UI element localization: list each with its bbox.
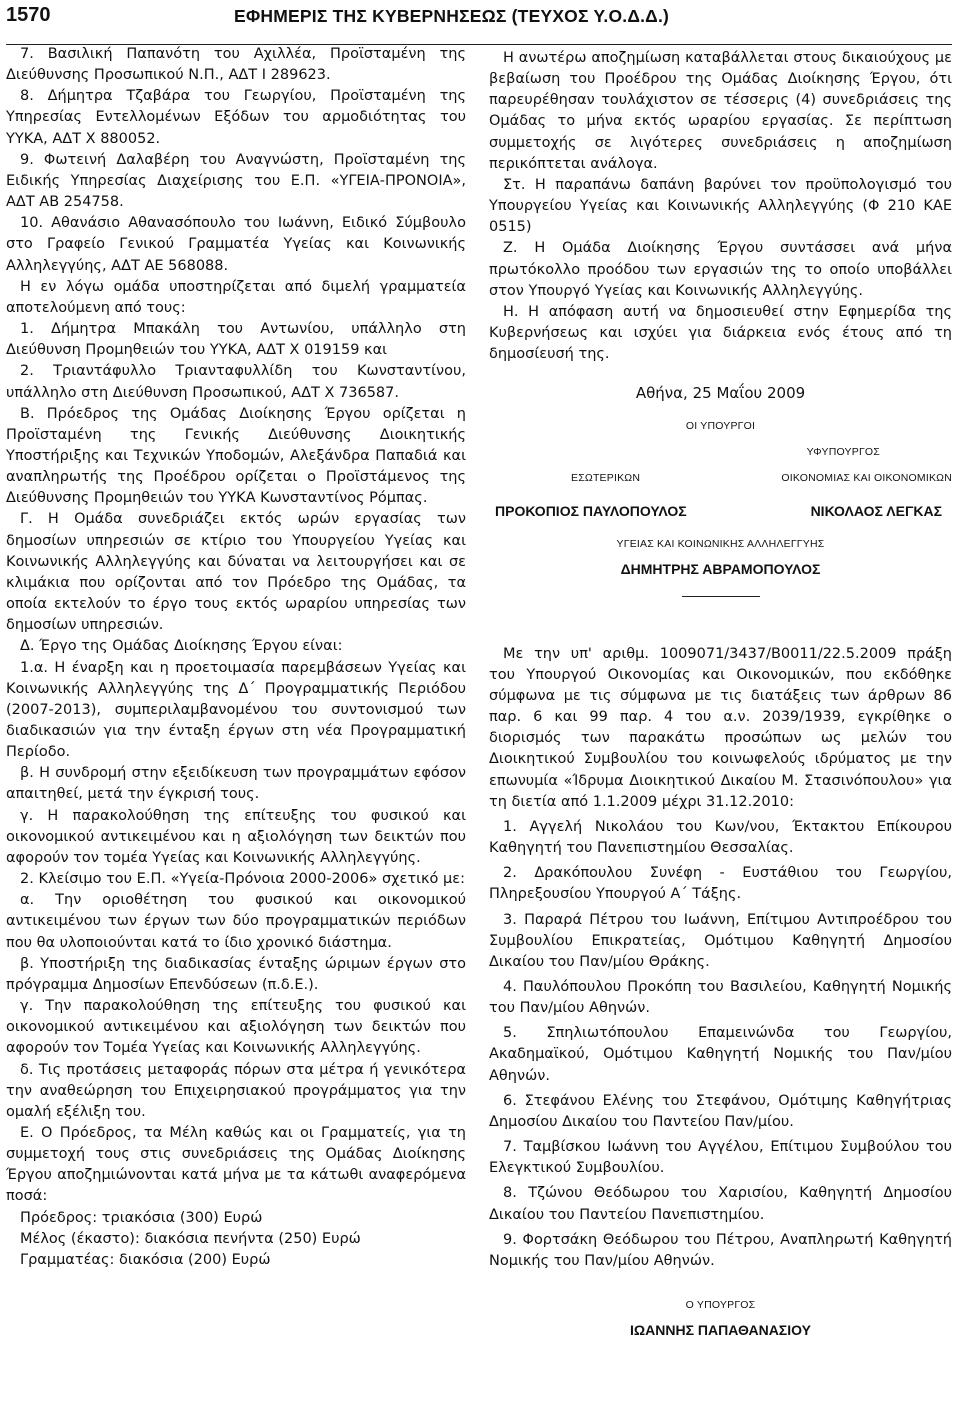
economy-ministry: ΟΙΚΟΝΟΜΙΑΣ ΚΑΙ ΟΙΚΟΝΟΜΙΚΩΝ: [781, 471, 952, 484]
gazette-title: ΕΦΗΜΕΡΙΣ ΤΗΣ ΚΥΒΕΡΝΗΣΕΩΣ (ΤΕΥΧΟΣ Υ.Ο.Δ.Δ.): [234, 6, 670, 26]
left-column: [6, 44, 466, 1271]
page-header: [6, 0, 952, 45]
member-item: 3. Παραρά Πέτρου του Ιωάννη, Επίτιμου Αντιπροέδρου του Συμβουλίου Επικρατείας, Ομότιμου Καθηγητή Δημοσίου Δικαίου του Παν/μίου Θράκης.: [489, 911, 952, 970]
page-number: 1570: [6, 4, 51, 26]
separator-rule: [682, 596, 760, 597]
paragraph: β. Η συνδρομή στην εξειδίκευση των προγραμμάτων εφόσον απαιτηθεί, μετά την έγκρισή τους.: [6, 765, 466, 803]
place-date: Αθήνα, 25 Μαΐου 2009: [635, 384, 806, 403]
minister-name: ΙΩΑΝΝΗΣ ΠΑΠΑΘΑΝΑΣΙΟΥ: [630, 1322, 811, 1339]
paragraph: γ. Την παρακολούθηση της επίτευξης του φυσικού και οικονομικού αντικειμένου και αξιολόγηση των δεικτών που αφορούν τον Τομέα Υγείας και Κοινωνικής Αλληλεγγύης.: [6, 998, 466, 1057]
health-ministry: ΥΓΕΙΑΣ ΚΑΙ ΚΟΙΝΩΝΙΚΗΣ ΑΛΛΗΛΕΓΓΥΗΣ: [616, 537, 825, 550]
member-item: 8. Τζώνου Θεόδωρου του Χαρισίου, Καθηγητή Δημοσίου Δικαίου του Παντείου Πανεπιστημίου.: [489, 1185, 952, 1223]
paragraph: Γ. Η Ομάδα συνεδριάζει εκτός ωρών εργασίας των δημοσίων υπηρεσιών σε κτίριο του Υπουργείου Υγείας και Κοινωνικής Αλληλεγγύης και δύναται να λειτουργήσει και σε κλιμάκια που ορίζονται από τον Πρόεδρο της Ομάδας, τα οποία εκτελούν το έργο τους εκτός ωραρίου υπηρεσίας των δημοσίων υπηρεσιών.: [6, 511, 466, 634]
member-item: 9. Φορτσάκη Θεόδωρου του Πέτρου, Αναπληρωτή Καθηγητή Νομικής του Παν/μίου Αθηνών.: [489, 1231, 952, 1269]
paragraph: Η ανωτέρω αποζημίωση καταβάλλεται στους δικαιούχους με βεβαίωση του Προέδρου της Ομάδας Διοίκησης Έργου, ότι παρευρέθησαν τουλάχιστον σε τέσσερις (4) συνεδριάσεις της Ομάδας το μήνα εκτός ωραρίου εργασίας. Σε περίπτωση συμμετοχής σε λιγότερες συνεδριάσεις η αποζημίωση περικόπτεται ανάλογα.: [489, 50, 952, 172]
minister-label: Ο ΥΠΟΥΡΓΟΣ: [685, 1299, 756, 1312]
paragraph: Στ. Η παραπάνω δαπάνη βαρύνει τον προϋπολογισμό του Υπουργείου Υγείας και Κοινωνικής Αλληλεγγύης (Φ 210 ΚΑΕ 0515): [489, 176, 952, 236]
paragraph: α. Την οριοθέτηση του φυσικού και οικονομικού αντικειμένου των έργων των δύο προγραμματικών περιόδων που θα υλοποιούνται κατά το ίδιο χρονικό διάστημα.: [6, 892, 466, 951]
paragraph: δ. Τις προτάσεις μεταφοράς πόρων στα μέτρα ή γενικότερα την αναθεώρηση του Επιχειρησιακού προγράμματος για την ομαλή εξέλιξη του.: [6, 1061, 466, 1120]
interior-minister-name: ΠΡΟΚΟΠΙΟΣ ΠΑΥΛΟΠΟΥΛΟΣ: [495, 502, 687, 519]
paragraph: Η. Η απόφαση αυτή να δημοσιευθεί στην Εφημερίδα της Κυβερνήσεως και ισχύει για διάρκεια ενός έτους από τη δημοσίευσή της.: [489, 303, 952, 363]
paragraph: γ. Η παρακολούθηση της επίτευξης του φυσικού και οικονομικού αντικειμένου και η αξιολόγηση των δεικτών που αφορούν τον τομέα Υγείας και Κοινωνικής Αλληλεγγύης.: [6, 807, 466, 866]
paragraph: 1. Δήμητρα Μπακάλη του Αντωνίου, υπάλληλο στη Διεύθυνση Προμηθειών του ΥΥΚΑ, ΑΔΤ Χ 019159 και: [6, 321, 466, 359]
health-minister-name: ΔΗΜΗΤΡΗΣ ΑΒΡΑΜΟΠΟΥΛΟΣ: [620, 560, 821, 577]
paragraph: β. Υποστήριξη της διαδικασίας ένταξης ώριμων έργων στο πρόγραμμα Δημοσίων Επενδύσεων (π.δ.Ε.).: [6, 955, 466, 993]
paragraph: Ζ. Η Ομάδα Διοίκησης Έργου συντάσσει ανά μήνα πρωτόκολλο προόδου των εργασιών της το οποίο υποβάλλει στον Υπουργό Υγείας και Κοινωνικής Αλληλεγγύης.: [489, 240, 952, 299]
decision-intro: Με την υπ' αριθμ. 1009071/3437/Β0011/22.5.2009 πράξη του Υπουργού Οικονομίας και Οικονομικών, που εκδόθηκε σύμφωνα με τις σύμφωνα με τις διατάξεις των άρθρων 86 παρ. 6 και 99 παρ. 4 του α.ν. 2039/1939, εγκρίθηκε ο διορισμός των παρακάτω προσώπων ως μελών του Διοικητικού Συμβουλίου του κοινωφελούς ιδρύματος με την επωνυμία «Ίδρυμα Διοικητικού Δικαίου Μ. Στασινόπουλου» για τη διετία από 1.1.2009 μέχρι 31.12.2010:: [489, 645, 952, 810]
paragraph: Β. Πρόεδρος της Ομάδας Διοίκησης Έργου ορίζεται η Προϊσταμένη της Γενικής Διεύθυνσης Διοικητικής Υποστήριξης και Τεχνικών Υποδομών, Αλεξάνδρα Παπαδιά και αναπληρωτής της Προέδρου ορίζεται ο Προϊστάμενος της Διεύθυνσης Προμηθειών του ΥΥΚΑ Κωνσταντίνος Ρόμπας.: [6, 405, 466, 507]
signature-block: [489, 383, 952, 596]
deputy-minister-label: ΥΦΥΠΟΥΡΓΟΣ: [806, 445, 880, 458]
member-item: 5. Σπηλιωτόπουλου Επαμεινώνδα του Γεωργίου, Ακαδημαϊκού, Ομότιμου Καθηγητή Νομικής του Παν/μίου Αθηνών.: [489, 1025, 952, 1084]
member-item: 7. Ταμβίσκου Ιωάννη του Αγγέλου, Επίτιμου Συμβούλου του Ελεγκτικού Συμβουλίου.: [489, 1139, 952, 1177]
paragraph: 1.α. Η έναρξη και η προετοιμασία παρεμβάσεων Υγείας και Κοινωνικής Αλληλεγγύης της Δ΄ Προγραμματικής Περιόδου (2007-2013), συμπεριλαμβανομένου του συντονισμού των διαδικασιών για την ένταξη έργων στη νέα Προγραμματική Περίοδο.: [6, 659, 466, 761]
paragraph: 8. Δήμητρα Τζαβάρα του Γεωργίου, Προϊσταμένη της Υπηρεσίας Εντελλομένων Εξόδων του αρμοδιότητας του ΥΥΚΑ, ΑΔΤ Χ 880052.: [6, 88, 466, 147]
member-item: 2. Δρακόπουλου Συνέφη - Ευστάθιου του Γεωργίου, Πληρεξουσίου Υπουργού Α΄ Τάξης.: [489, 865, 952, 903]
economy-deputy-name: ΝΙΚΟΛΑΟΣ ΛΕΓΚΑΣ: [810, 502, 942, 519]
right-column: [489, 48, 952, 1341]
paragraph: 10. Αθανάσιο Αθανασόπουλο του Ιωάννη, Ειδικό Σύμβουλο στο Γραφείο Γενικού Γραμματέα Υγείας και Κοινωνικής Αλληλεγγύης, ΑΔΤ ΑΕ 568088.: [6, 215, 466, 274]
ministers-label: ΟΙ ΥΠΟΥΡΓΟΙ: [685, 419, 756, 432]
paragraph: Δ. Έργο της Ομάδας Διοίκησης Έργου είναι:: [20, 638, 343, 655]
member-item: 6. Στεφάνου Ελένης του Στεφάνου, Ομότιμης Καθηγήτριας Δημοσίου Δικαίου του Παντείου Παν/μίου.: [489, 1092, 952, 1130]
paragraph: 9. Φωτεινή Δαλαβέρη του Αναγνώστη, Προϊσταμένη της Ειδικής Υπηρεσίας Διαχείρισης του Ε.Π. «ΥΓΕΙΑ-ΠΡΟΝΟΙΑ», ΑΔΤ ΑΒ 254758.: [6, 151, 466, 211]
paragraph: Ε. Ο Πρόεδρος, τα Μέλη καθώς και οι Γραμματείς, για τη συμμετοχή τους στις συνεδριάσεις της Ομάδας Διοίκησης Έργου αποζημιώνονται κατά μήνα με τα κάτωθι αναφερόμενα ποσά:: [6, 1124, 466, 1205]
member-item: 1. Αγγελή Νικολάου του Κων/νου, Έκτακτου Επίκουρου Καθηγητή του Πανεπιστημίου Θεσσαλίας.: [489, 818, 952, 857]
interior-ministry: ΕΣΩΤΕΡΙΚΩΝ: [571, 471, 641, 484]
paragraph: Γραμματέας: διακόσια (200) Ευρώ: [20, 1251, 271, 1268]
paragraph: Μέλος (έκαστο): διακόσια πενήντα (250) Ευρώ: [20, 1230, 361, 1247]
paragraph: 2. Τριαντάφυλλο Τριανταφυλλίδη του Κωνσταντίνου, υπάλληλο στη Διεύθυνση Προσωπικού, ΑΔΤ Χ 736587.: [6, 363, 466, 401]
paragraph: 7. Βασιλική Παπανότη του Αχιλλέα, Προϊσταμένη της Διεύθυνσης Προσωπικού Ν.Π., ΑΔΤ Ι 289623.: [6, 46, 466, 84]
paragraph: Πρόεδρος: τριακόσια (300) Ευρώ: [20, 1209, 263, 1226]
member-item: 4. Παυλόπουλου Προκόπη του Βασιλείου, Καθηγητή Νομικής του Παν/μίου Αθηνών.: [489, 979, 952, 1017]
paragraph: 2. Κλείσιμο του Ε.Π. «Υγεία-Πρόνοια 2000-2006» σχετικό με:: [20, 871, 465, 888]
paragraph: Η εν λόγω ομάδα υποστηρίζεται από διμελή γραμματεία αποτελούμενη από τους:: [6, 278, 466, 316]
second-decision: [489, 644, 952, 1342]
